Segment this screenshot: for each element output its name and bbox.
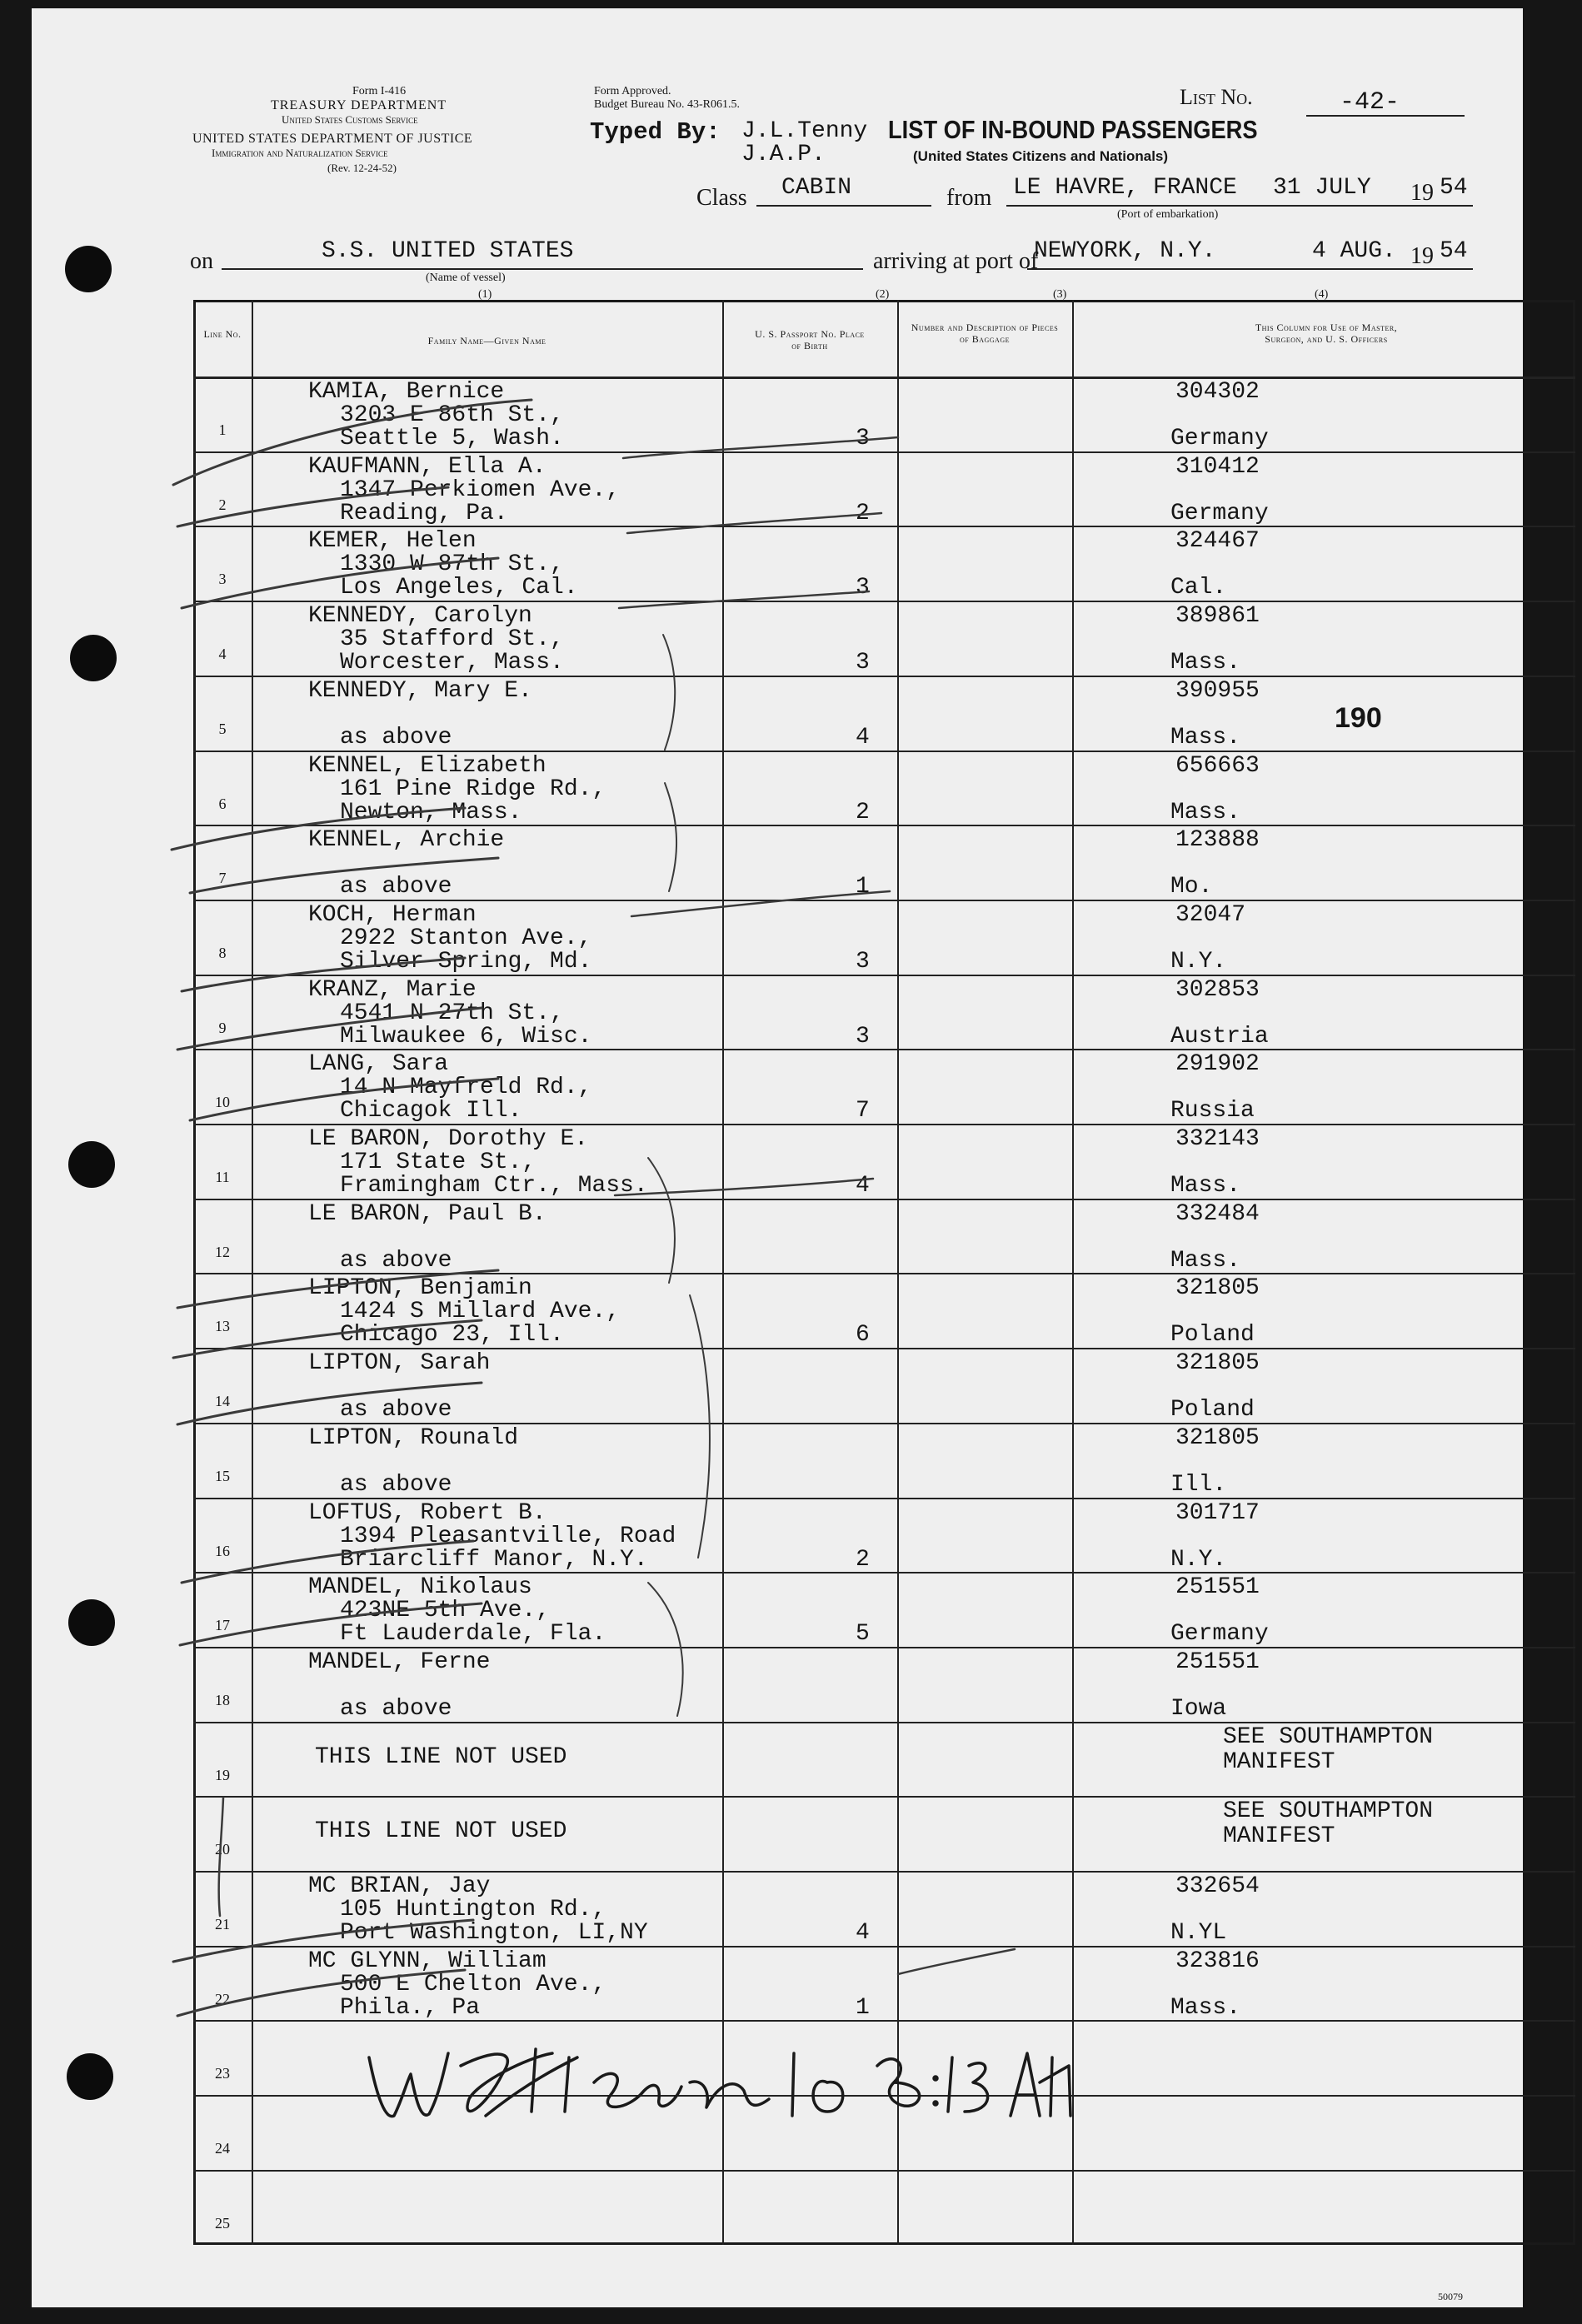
baggage-count: 3	[856, 426, 870, 451]
address-line-1: 500 E Chelton Ave.,	[340, 1971, 606, 1997]
place-of-birth: Mass.	[1170, 1994, 1241, 2021]
place-of-birth: Ill.	[1170, 1471, 1227, 1498]
address-line-1: 3203 E 86th St.,	[340, 402, 564, 428]
baggage-count: 4	[856, 1173, 870, 1199]
place-of-birth: Mass.	[1170, 724, 1241, 751]
passenger-name: LIPTON, Benjamin	[308, 1275, 532, 1302]
passport-number: 390955	[1175, 677, 1260, 704]
address-line-2: Los Angeles, Cal.	[340, 575, 578, 601]
line-number: 20	[215, 1841, 230, 1858]
address-line-1: 14 N Mayfreld Rd.,	[340, 1075, 592, 1101]
unused-line-label: THIS LINE NOT USED	[315, 1818, 567, 1845]
baggage-count: 7	[856, 1098, 870, 1125]
form-subtitle: (United States Citizens and Nationals)	[913, 148, 1169, 164]
customs-service: United States Customs Service	[282, 113, 418, 126]
arrival-year-prefix: 19	[1410, 243, 1434, 269]
embark-date: 31 JULY	[1273, 175, 1371, 201]
col-number-2: (2)	[876, 288, 890, 301]
address-line-2: as above	[340, 1471, 452, 1498]
baggage-count: 3	[856, 650, 870, 676]
passport-number: 321805	[1175, 1275, 1260, 1302]
address-line-2: Briarcliff Manor, N.Y.	[340, 1546, 648, 1573]
address-line-2: Ft Lauderdale, Fla.	[340, 1621, 606, 1648]
line-number: 25	[215, 2214, 230, 2232]
place-of-birth: Germany	[1170, 500, 1269, 526]
place-of-birth: N.Y.	[1170, 1546, 1227, 1573]
passport-number: 304302	[1175, 379, 1260, 405]
address-line-1: 423NE 5th Ave.,	[340, 1598, 551, 1624]
embark-year-prefix: 19	[1410, 180, 1434, 206]
line-number: 21	[215, 1916, 230, 1933]
address-line-2: Chicago 23, Ill.	[340, 1322, 564, 1349]
line-number: 18	[215, 1691, 230, 1708]
baggage-count: 2	[856, 1546, 870, 1573]
baggage-count: 2	[856, 799, 870, 825]
passport-number: 323816	[1175, 1947, 1260, 1974]
passenger-name: KAUFMANN, Ella A.	[308, 453, 546, 480]
baggage-count: 5	[856, 1621, 870, 1648]
place-of-birth: Mass.	[1170, 650, 1241, 676]
line-number: 11	[215, 1169, 230, 1185]
address-line-2: Phila., Pa	[340, 1994, 481, 2021]
passenger-name: KOCH, Herman	[308, 901, 477, 928]
col-header-line-no: Line No.	[203, 328, 242, 340]
address-line-2: Silver Spring, Md.	[340, 948, 592, 975]
officer-note: SEE SOUTHAMPTON MANIFEST	[1223, 1798, 1434, 1850]
place-of-birth: Mo.	[1170, 874, 1213, 900]
passenger-name: LANG, Sara	[308, 1051, 449, 1078]
immigration-service: Immigration and Naturalization Service	[212, 147, 388, 159]
passenger-name: KENNEDY, Carolyn	[308, 603, 532, 630]
address-line-1: 2922 Stanton Ave.,	[340, 925, 592, 951]
punch-hole	[68, 1141, 115, 1188]
line-number: 6	[218, 795, 227, 812]
line-number: 10	[215, 1094, 230, 1111]
col-header-passport: U. S. Passport No. Place of Birth	[755, 328, 865, 352]
address-line-1: 171 State St.,	[340, 1150, 536, 1175]
address-line-1: 1347 Perkiomen Ave.,	[340, 476, 621, 503]
col-header-baggage: Number and Description of Pieces of Baggage	[911, 322, 1059, 345]
passport-number: 32047	[1175, 901, 1246, 928]
officer-signature	[361, 2032, 1077, 2132]
passport-number: 301717	[1175, 1499, 1260, 1526]
class-label: Class	[696, 185, 747, 211]
place-of-birth: Iowa	[1170, 1695, 1227, 1722]
col-header-officers: This Column for Use of Master, Surgeon, and U. S. Officers	[1255, 322, 1398, 345]
line-number: 17	[215, 1617, 230, 1634]
typed-by-initials: J.A.P.	[741, 142, 826, 167]
passport-number: 251551	[1175, 1574, 1260, 1601]
baggage-count: 4	[856, 724, 870, 751]
budget-bureau: Budget Bureau No. 43-R061.5.	[594, 98, 740, 111]
line-number: 9	[218, 1019, 227, 1036]
class-value: CABIN	[781, 175, 852, 201]
passport-number: 324467	[1175, 528, 1260, 555]
baggage-count: 6	[856, 1322, 870, 1349]
passport-number: 332654	[1175, 1873, 1260, 1899]
passenger-name: KAMIA, Bernice	[308, 379, 505, 405]
line-number: 4	[218, 646, 227, 663]
passenger-name: KENNEL, Archie	[308, 827, 505, 854]
passport-number: 310412	[1175, 453, 1260, 480]
form-approved: Form Approved.	[594, 85, 671, 97]
line-number: 23	[215, 2065, 230, 2082]
address-line-2: as above	[340, 1247, 452, 1274]
passport-number: 123888	[1175, 827, 1260, 854]
from-label: from	[946, 185, 992, 211]
arrival-date: 4 AUG.	[1312, 238, 1396, 264]
passenger-name: LE BARON, Dorothy E.	[308, 1126, 589, 1152]
passenger-table	[193, 300, 1575, 2245]
justice-department: UNITED STATES DEPARTMENT OF JUSTICE	[192, 132, 473, 146]
baggage-count: 1	[856, 874, 870, 900]
baggage-count: 3	[856, 948, 870, 975]
punch-hole	[68, 1599, 115, 1646]
baggage-count: 1	[856, 1994, 870, 2021]
place-of-birth: N.YL	[1170, 1920, 1227, 1946]
address-line-2: Seattle 5, Wash.	[340, 426, 564, 451]
address-line-2: Reading, Pa.	[340, 500, 508, 526]
line-number: 24	[215, 2140, 230, 2157]
typed-by-name: J.L.Tenny	[741, 118, 868, 144]
vessel-caption: (Name of vessel)	[426, 272, 506, 284]
col-number-4: (4)	[1315, 288, 1329, 301]
punch-hole	[65, 246, 112, 292]
passport-number: 321805	[1175, 1350, 1260, 1377]
line-number: 2	[218, 496, 227, 513]
passenger-name: LIPTON, Sarah	[308, 1350, 491, 1377]
passenger-name: MANDEL, Nikolaus	[308, 1574, 532, 1601]
baggage-count: 2	[856, 500, 870, 526]
typed-by-label: Typed By:	[590, 118, 721, 146]
passport-number: 251551	[1175, 1648, 1260, 1675]
list-no-value: -42-	[1340, 88, 1400, 117]
line-number: 5	[218, 720, 227, 737]
place-of-birth: Poland	[1170, 1397, 1255, 1424]
col-number-1: (1)	[478, 288, 492, 301]
passenger-name: LIPTON, Rounald	[308, 1424, 519, 1451]
revision-date: (Rev. 12-24-52)	[327, 162, 397, 174]
place-of-birth: Cal.	[1170, 575, 1227, 601]
address-line-2: Worcester, Mass.	[340, 650, 564, 676]
place-of-birth: Germany	[1170, 1621, 1269, 1648]
punch-hole	[67, 2053, 113, 2100]
passenger-name: MC GLYNN, William	[308, 1947, 546, 1974]
officer-note: 190	[1335, 701, 1382, 734]
address-line-2: Milwaukee 6, Wisc.	[340, 1023, 592, 1050]
place-of-birth: Mass.	[1170, 799, 1241, 825]
baggage-count: 4	[856, 1920, 870, 1946]
baggage-count: 3	[856, 575, 870, 601]
passport-number: 291902	[1175, 1051, 1260, 1078]
line-number: 8	[218, 944, 227, 961]
passport-number: 389861	[1175, 603, 1260, 630]
address-line-2: as above	[340, 724, 452, 751]
address-line-2: Newton, Mass.	[340, 799, 522, 825]
col-header-name: Family Name—Given Name	[427, 335, 546, 347]
line-number: 16	[215, 1542, 230, 1559]
place-of-birth: N.Y.	[1170, 948, 1227, 975]
address-line-1: 1330 W 87th St.,	[340, 551, 564, 578]
line-number: 1	[218, 421, 227, 438]
address-line-1: 35 Stafford St.,	[340, 626, 564, 653]
arriving-label: arriving at port of	[873, 248, 1039, 274]
passenger-name: KRANZ, Marie	[308, 976, 477, 1003]
passenger-name: KENNEDY, Mary E.	[308, 677, 532, 704]
unused-line-label: THIS LINE NOT USED	[315, 1743, 567, 1770]
line-number: 15	[215, 1467, 230, 1484]
passenger-name: KEMER, Helen	[308, 528, 477, 555]
address-line-2: as above	[340, 1695, 452, 1722]
address-line-2: Port Washington, LI,NY	[340, 1920, 648, 1946]
address-line-2: Chicagok Ill.	[340, 1098, 522, 1125]
passenger-name: KENNEL, Elizabeth	[308, 752, 546, 779]
line-number: 14	[215, 1393, 230, 1410]
address-line-1: 1394 Pleasantville, Road	[340, 1523, 676, 1549]
place-of-birth: Germany	[1170, 426, 1269, 451]
arrival-year-suffix: 54	[1440, 238, 1468, 264]
vessel-name: S.S. UNITED STATES	[322, 238, 574, 264]
place-of-birth: Austria	[1170, 1023, 1269, 1050]
address-line-2: as above	[340, 1397, 452, 1424]
place-of-birth: Mass.	[1170, 1247, 1241, 1274]
passport-number: 656663	[1175, 752, 1260, 779]
passenger-name: MANDEL, Ferne	[308, 1648, 491, 1675]
line-number: 7	[218, 870, 227, 887]
baggage-count: 3	[856, 1023, 870, 1050]
list-no-label: List No.	[1180, 85, 1253, 109]
punch-hole	[70, 635, 117, 681]
officer-note: SEE SOUTHAMPTON MANIFEST	[1223, 1723, 1434, 1775]
passport-number: 332484	[1175, 1200, 1260, 1227]
passport-number: 332143	[1175, 1126, 1260, 1152]
address-line-1: 4541 N 27th St.,	[340, 1000, 564, 1026]
address-line-2: as above	[340, 874, 452, 900]
place-of-birth: Mass.	[1170, 1173, 1241, 1199]
address-line-1: 161 Pine Ridge Rd.,	[340, 775, 606, 802]
on-label: on	[190, 248, 213, 274]
passenger-name: MC BRIAN, Jay	[308, 1873, 491, 1899]
line-number: 22	[215, 1990, 230, 2007]
manifest-sheet	[32, 8, 1523, 2307]
line-number: 12	[215, 1243, 230, 1260]
arrival-port: NEWYORK, N.Y.	[1034, 238, 1216, 264]
treasury-department: TREASURY DEPARTMENT	[271, 98, 447, 112]
passport-number: 321805	[1175, 1424, 1260, 1451]
port-embark-caption: (Port of embarkation)	[1117, 208, 1219, 221]
passenger-name: LE BARON, Paul B.	[308, 1200, 546, 1227]
line-number: 13	[215, 1318, 230, 1335]
address-line-2: Framingham Ctr., Mass.	[340, 1173, 648, 1199]
address-line-1: 1424 S Millard Ave.,	[340, 1299, 621, 1325]
form-title: LIST OF IN-BOUND PASSENGERS	[888, 115, 1258, 144]
place-of-birth: Poland	[1170, 1322, 1255, 1349]
place-of-birth: Russia	[1170, 1098, 1255, 1125]
passenger-name: LOFTUS, Robert B.	[308, 1499, 546, 1526]
embark-port: LE HAVRE, FRANCE	[1013, 175, 1237, 201]
line-number: 3	[218, 571, 227, 588]
form-number: Form I-416	[352, 85, 407, 97]
embark-year-suffix: 54	[1440, 175, 1468, 201]
address-line-1: 105 Huntington Rd.,	[340, 1897, 606, 1923]
passport-number: 302853	[1175, 976, 1260, 1003]
footer-code: 50079	[1438, 2291, 1463, 2302]
line-number: 19	[215, 1766, 230, 1783]
col-number-3: (3)	[1053, 288, 1067, 301]
